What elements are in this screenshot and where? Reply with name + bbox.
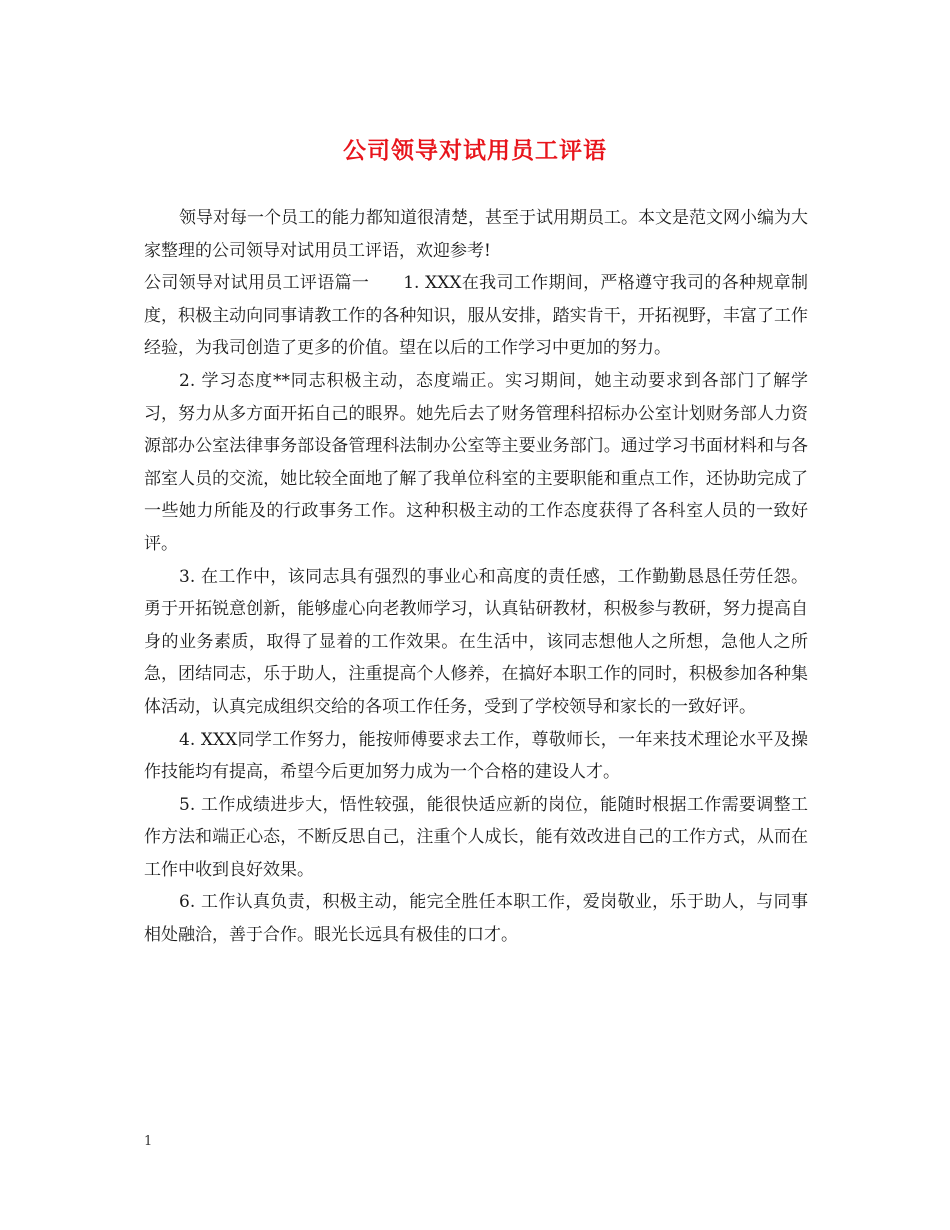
intro-paragraph: 领导对每一个员工的能力都知道很清楚，甚至于试用期员工。本文是范文网小编为大家整理的公司领导对试用员工评语，欢迎参考!	[144, 208, 808, 261]
item-3: 3. 在工作中，该同志具有强烈的事业心和高度的责任感，工作勤勤恳恳任劳任怨。勇于开拓锐意创新，能够虚心向老教师学习，认真钻研教材，积极参与教研，努力提高自身的业务素质，取得了显着的工作效果。在生活中，该同志想他人之所想，急他人之所急，团结同志，乐于助人，注重提高个人修养，在搞好本职工作的同时，积极参加各种集体活动，认真完成组织交给的各项工作任务，受到了学校领导和家长的一致好评。	[144, 566, 808, 717]
document-title: 公司领导对试用员工评语	[343, 137, 607, 164]
document-body	[144, 202, 808, 952]
section-paragraph	[144, 267, 808, 365]
item-1: 1. XXX在我司工作期间，严格遵守我司的各种规章制度，积极主动向同事请教工作的各种知识，服从安排，踏实肯干，开拓视野，丰富了工作经验，为我司创造了更多的价值。望在以后的工作学习中更加的努力。	[144, 273, 808, 359]
section-heading: 公司领导对试用员工评语篇一	[144, 273, 370, 294]
item-2: 2. 学习态度**同志积极主动，态度端正。实习期间，她主动要求到各部门了解学习，努力从多方面开拓自己的眼界。她先后去了财务管理科招标办公室计划财务部人力资源部办公室法律事务部设备管理科法制办公室等主要业务部门。通过学习书面材料和与各部室人员的交流，她比较全面地了解了我单位科室的主要职能和重点工作，还协助完成了一些她力所能及的行政事务工作。这种积极主动的工作态度获得了各科室人员的一致好评。	[144, 370, 808, 554]
item-4: 4. XXX同学工作努力，能按师傅要求去工作，尊敬师长，一年来技术理论水平及操作技能均有提高，希望今后更加努力成为一个合格的建设人才。	[144, 729, 808, 783]
item-6: 6. 工作认真负责，积极主动，能完全胜任本职工作，爱岗敬业，乐于助人，与同事相处融洽，善于合作。眼光长远具有极佳的口才。	[144, 892, 808, 946]
page-number: 1	[144, 1134, 153, 1149]
item-5: 5. 工作成绩进步大，悟性较强，能很快适应新的岗位，能随时根据工作需要调整工作方法和端正心态，不断反思自己，注重个人成长，能有效改进自己的工作方式，从而在工作中收到良好效果。	[144, 794, 808, 880]
